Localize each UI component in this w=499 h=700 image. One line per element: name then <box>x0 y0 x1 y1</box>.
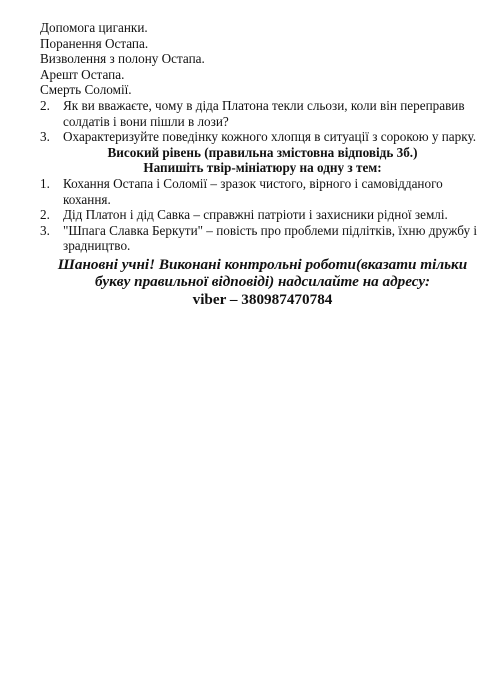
question-number: 2. <box>40 97 50 113</box>
essay-heading: Напишіть твір-мініатюру на одну з тем: <box>143 160 382 176</box>
submission-notice: Шановні учні! Виконані контрольні роботи(вказати тільки букву правильної відповіді) надсилайте на адресу: <box>57 255 468 291</box>
topic-line: Визволення з полону Остапа. <box>40 51 205 67</box>
essay-topic-text: "Шпага Славка Беркути" – повість про проблеми підлітків, їхню дружбу і зрадництво. <box>63 222 478 254</box>
question-number: 3. <box>40 129 50 145</box>
essay-topic-text: Дід Платон і дід Савка – справжні патріоти і захисники рідної землі. <box>63 207 448 223</box>
topic-line: Допомога циганки. <box>40 20 148 35</box>
essay-topic-item <box>40 223 485 254</box>
question-item <box>40 129 485 145</box>
question-item <box>40 98 485 129</box>
document-content <box>40 20 485 308</box>
question-text: Охарактеризуйте поведінку кожного хлопця в ситуації з сорокою у парку. <box>63 129 477 145</box>
essay-topic-text: Кохання Остапа і Соломії – зразок чистого, вірного і самовідданого кохання. <box>63 175 443 207</box>
essay-topic-number: 3. <box>40 222 50 238</box>
essay-topic-item <box>40 176 485 207</box>
viber-contact: viber – 380987470784 <box>192 290 333 308</box>
question-text: Як ви вважаєте, чому в діда Платона текли сльози, коли він переправив солдатів і вони пішли в лози? <box>63 97 465 129</box>
topic-line: Смерть Соломії. <box>40 82 132 98</box>
topic-line: Поранення Остапа. <box>40 35 149 51</box>
level-heading: Високий рівень (правильна змістовна відповідь 3б.) <box>107 144 418 160</box>
essay-topic-number: 2. <box>40 207 50 223</box>
essay-topic-item <box>40 207 485 223</box>
topic-line: Арешт Остапа. <box>40 66 125 82</box>
essay-topic-number: 1. <box>40 175 50 191</box>
